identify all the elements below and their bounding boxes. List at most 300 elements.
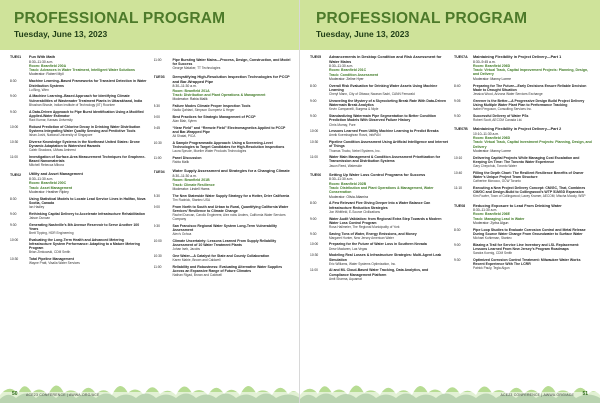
presentation-time: 10:30 <box>10 257 19 262</box>
session-code: TUE07B <box>454 127 468 132</box>
presentation-time: 8:40 <box>454 83 461 88</box>
presentation-author: Wayne Pratt, Visalia Water Services <box>29 261 80 266</box>
presentation-title: A Data-Driven Approach to Pipe Burst Identification Using a Modified Applied-Water Estimator <box>29 109 144 118</box>
presentation-author: Isabel Ferguson, Consulting Services Inc. <box>473 107 532 112</box>
presentation-info <box>29 79 148 92</box>
presentation-item <box>310 242 448 250</box>
presentation-author: Mitchell Rebecca Mibora <box>29 163 64 168</box>
session-track: Track: Condition Assessment <box>329 72 379 77</box>
session-code: TUE04 <box>153 169 165 174</box>
presentation-info <box>473 114 592 122</box>
session-time: 8:30–11:30 a.m. <box>473 208 498 213</box>
presentation-info <box>173 126 292 139</box>
presentation-author: Kim Fowler, Town of Collingwood; Lacey Kramer, AECOM; Mischa Moody, WSP <box>473 194 586 199</box>
presentation-title: Using Statistical Models to Locate Lead Service Lines in Halifax, Nova Scotia, Canada <box>29 196 146 205</box>
presentation-info <box>329 268 448 281</box>
presentation-title: Rethinking Capital Delivery to Accelerate Infrastructure Rehabilitation <box>29 211 145 216</box>
presentation-info <box>29 238 148 255</box>
session-time: 8:30–11:30 a.m. <box>29 176 54 181</box>
presentation-item <box>454 114 592 122</box>
presentation-info <box>473 186 592 199</box>
presentation-author: Jason Reed, Waterside <box>329 163 363 168</box>
presentation-time: 11:00 <box>310 155 319 160</box>
session-block <box>310 55 448 168</box>
session-header <box>154 169 292 191</box>
presentation-author: Margaret Hunter, New Jersey American Water <box>329 235 394 240</box>
presentation-item <box>10 140 148 153</box>
presentation-item <box>10 155 148 168</box>
presentation-info <box>329 129 448 137</box>
session-moderator: Moderator: Olivia Altamira <box>329 194 369 199</box>
session-track: Track: Virtual Track, Capital Improvement Projects: Planning, Design, and Delivery <box>473 68 589 77</box>
schedule-column <box>310 55 448 373</box>
presentation-title: Preparing for The Future—Early Decisions Ensure Reliable Decision Made to Drought Situation <box>473 83 587 92</box>
presentation-info <box>173 141 292 154</box>
session-title: Demystifying High-Resolution Inspection Technologies for PCCP and Bar-Wrapped Pipe <box>172 75 290 84</box>
presentation-item <box>454 228 592 241</box>
presentation-item <box>310 129 448 137</box>
session-room: Room: Beanfield 206D <box>473 63 511 68</box>
presentation-time: 8:30 <box>10 196 17 201</box>
presentation-title: Failure Modes Climate Proper Inspection Tools <box>172 104 251 109</box>
presentation-info <box>473 228 592 241</box>
presentation-title: Overall Risk Evaluation for Drinking Water Assets Using Machine Learning <box>329 83 438 93</box>
session-time: 8:30–11:30 a.m. <box>29 59 54 64</box>
presentation-time: 9:45 <box>153 125 160 130</box>
presentation-title: A Sample Programmatic Approach: Using a Screening-Level Technologies to Target Candidates for High-Resolution Inspections <box>172 140 285 150</box>
presentation-author: Ishan Joshi, National University of Singapore <box>29 133 93 138</box>
presentation-time: 10:10 <box>454 155 463 160</box>
session-time: 8:30–11:30 a.m. <box>172 84 197 89</box>
presentation-item <box>454 258 592 271</box>
presentation-info <box>329 201 448 214</box>
presentation-author: Brett Tipping, HDR Engineering <box>29 231 74 236</box>
session-time: 8:30–11:30 a.m. <box>329 177 354 182</box>
presentation-title: Investigation of Surface-Area Measurement Techniques for Graphene-Based Nanomaterials <box>29 154 146 164</box>
session-time: 8:30–11:30 a.m. <box>172 173 197 178</box>
presentation-time: 11:00 <box>153 156 162 161</box>
presentation-author: Jessica Wood, Arizona Water Services Exchange <box>473 92 543 97</box>
presentation-author: Catherine Morocco, OCW Toronto <box>473 179 521 184</box>
presentation-info <box>173 205 292 222</box>
presentation-author: Drew Maclaren, Las Vegas <box>329 246 368 251</box>
session-code: TUE01 <box>10 55 22 60</box>
presentation-info <box>329 242 448 250</box>
presentation-item <box>310 155 448 168</box>
presentation-author: Rosa Hallmeier, The Regional Municipality of York <box>329 224 400 229</box>
presentation-title: From North to South and Urban to Rural, Quantifying California Water Services’ Resilience to Climate Change <box>172 204 289 213</box>
presentation-time: 9:30 <box>10 222 17 227</box>
presentation-author: Karen Mabie, Brown and Caldwell <box>172 258 221 263</box>
presentation-info <box>29 110 148 123</box>
presentation-item <box>310 140 448 153</box>
session-header <box>310 55 448 81</box>
page-footer <box>0 373 300 403</box>
presentation-time: 10:30 <box>310 253 319 258</box>
session-code: TUE05 <box>310 55 322 60</box>
presentation-author: Robert Scott, AECOM Canada Ltd. <box>473 118 523 123</box>
presentation-title: Total Pipeline Management <box>29 257 74 262</box>
presentation-author: Jaison Duncan <box>29 216 51 221</box>
schedule-column <box>154 55 292 373</box>
session-header <box>310 173 448 199</box>
presentation-time: 9:00 <box>10 94 17 99</box>
presentation-time: 10:00 <box>10 124 19 129</box>
presentation-item <box>310 268 448 281</box>
presentation-time: 9:30 <box>310 114 317 119</box>
presentation-time: 10:30 <box>310 140 319 145</box>
session-moderator: Moderator: Zyrba Algun <box>473 221 509 225</box>
presentation-item <box>10 212 148 220</box>
session-header <box>10 172 148 194</box>
session-code: TUE02 <box>10 172 22 177</box>
presentation-item <box>154 224 292 237</box>
presentation-item <box>310 114 448 127</box>
presentation-time: 11:00 <box>10 154 19 159</box>
presentation-info <box>173 239 292 252</box>
presentation-time: 9:30 <box>310 231 317 236</box>
presentation-info <box>473 99 592 112</box>
page-footer <box>300 373 600 403</box>
presentation-title: Lessons Learned From Utility Machine Learning to Predict Breaks <box>329 129 439 134</box>
presentation-info <box>173 254 292 262</box>
page-number: 50 <box>12 391 18 397</box>
presentation-time: 9:00 <box>153 204 160 209</box>
session-moderator: Moderator: Manny Lorme <box>473 76 512 81</box>
session-title: Reducing Exposure to Lead From Drinking Water <box>473 203 562 208</box>
presentation-time: 10:30 <box>10 139 19 144</box>
presentation-time: 10:00 <box>310 129 319 134</box>
page-date: Tuesday, June 13, 2023 <box>14 29 108 39</box>
presentation-time: 9:00 <box>10 211 17 216</box>
presentation-info <box>173 104 292 112</box>
presentation-time: 8:30 <box>153 193 160 198</box>
presentation-info <box>473 243 592 256</box>
presentation-time: 10:30 <box>153 140 162 145</box>
presentation-title: Reliability and Robustness: Evaluating Alternative Water Supplies Across an Expansive Range of Future Climates <box>172 264 283 274</box>
session-code: TUE08 <box>454 203 466 208</box>
presentation-author: Eric Williams, Water Systems Optimization, Inc. <box>329 261 397 266</box>
presentation-title: The New Statewide Water Supply Strategy for a Hotter, Drier California <box>172 193 290 198</box>
presentation-item <box>454 84 592 97</box>
presentation-info <box>473 84 592 97</box>
schedule-column <box>454 55 592 373</box>
presentation-item <box>310 99 448 112</box>
presentation-title: “Near Field” and “Remote Field” Electromagnetics Applied to PCCP and Bar-Wrapped Pipe <box>172 125 286 135</box>
presentation-title: Evaluating the Long-Term Health and Advanced Metering Infrastructure System Performance: Adapting to a Mature Metering Program <box>29 237 140 251</box>
session-time: 10:10–11:30 a.m. <box>473 131 500 136</box>
session-track: Track: Asset Management <box>29 185 73 190</box>
presentation-author: Kevin Campanelli, Burgess & Niple <box>329 107 379 112</box>
session-time: 8:30–11:30 a.m. <box>329 64 354 69</box>
page-header <box>300 0 600 50</box>
session-block <box>454 127 592 198</box>
presentation-info <box>329 253 448 266</box>
presentation-time: 10:30 <box>153 253 162 258</box>
session-title: Maintaining Flexibility in Project Delivery—Part 1 <box>473 55 562 59</box>
session-track: Track: Distribution and Plant Operations & Management, Water Conservation <box>329 185 434 195</box>
presentation-title: Preparing for the Future of Water Loss in Southern Nevada <box>329 242 427 247</box>
presentation-item <box>154 205 292 222</box>
page-header <box>0 0 300 50</box>
presentation-title: Optimized Corrosion Control Treatment: Milwaukee Water Works Recent Experience With The LCRR <box>473 258 581 267</box>
presentation-time: 10:00 <box>310 242 319 247</box>
presentation-author: Michael Kuhleman, Stantec <box>473 236 512 241</box>
presentation-time: 10:00 <box>10 237 19 242</box>
presentation-title: One Water—A Catalyst for State and County Collaboration <box>172 253 270 258</box>
presentation-time: 9:05 <box>454 98 461 103</box>
session-moderator: Moderator: Lindell Hams <box>172 186 210 191</box>
presentation-item <box>154 265 292 278</box>
presentation-author: Alex’s Ochoa <box>172 232 192 237</box>
session-header <box>454 55 592 81</box>
presentation-info <box>29 140 148 153</box>
session-header <box>154 75 292 101</box>
session-block <box>310 173 448 281</box>
schedule-columns <box>310 55 592 373</box>
presentation-title: Generating Nashville’s 8th Avenue Reservoir to Serve Another 100 Years <box>29 222 140 231</box>
presentation-item <box>310 253 448 266</box>
session-title: Water Supply Assessment and Strategies for a Changing Climate <box>172 169 290 174</box>
presentation-info <box>29 212 148 220</box>
presentation-info <box>29 257 148 265</box>
session-code: TUE07A <box>454 55 468 60</box>
presentation-title: A Machine Learning–Based Approach for Identifying Climate Vulnerabilities of Wastewater Treatment Plants in Uttarakhand, India <box>29 94 143 103</box>
presentation-item <box>154 141 292 154</box>
presentation-item <box>154 58 292 71</box>
presentation-author: Ravi Kumar, Kansas University <box>29 117 73 122</box>
presentation-item <box>454 156 592 169</box>
presentation-time: 10:00 <box>153 238 162 243</box>
presentation-item <box>454 243 592 256</box>
presentation-info <box>329 99 448 112</box>
session-code: TUE03 <box>153 75 165 80</box>
presentation-author: Cheryl Mann, City of Ottawa; Nwaran Sadri, CANN Fernwald <box>329 92 415 97</box>
session-block <box>154 58 292 71</box>
presentation-time: 9:00 <box>310 216 317 221</box>
session-header <box>454 204 592 226</box>
presentation-time: 9:30 <box>153 223 160 228</box>
presentation-title: Water Main Management & Condition Assessment Prioritization for Transmission and Distribution Systems <box>329 155 441 164</box>
session-info <box>29 172 148 194</box>
session-track: Track: Managing Lead in Water <box>473 216 525 221</box>
presentation-title: Saving Tons of Water, Energy Emissions, and Money <box>329 231 417 236</box>
session-moderator: Moderator: Zeline Hyer <box>329 77 364 82</box>
session-moderator: Moderator: Rabia Malik <box>172 97 208 102</box>
presentation-item <box>154 254 292 262</box>
presentation-author: Rabia Malik <box>172 160 190 165</box>
presentation-time: 8:30 <box>310 83 317 88</box>
presentation-title: Executing a New Project Delivery Concept: CM/GC, That, Combines CM/GC and Design-Build to Collingwood’s WTP 51MGD Expansion <box>473 186 586 195</box>
session-info <box>173 169 292 191</box>
presentation-author: Gary Chepchuk, Toronto Water <box>473 164 517 169</box>
presentation-author: Chris Murray, Pure <box>329 122 356 127</box>
session-info <box>473 55 592 81</box>
presentation-info <box>473 156 592 169</box>
presentation-time: 8:30 <box>310 201 317 206</box>
presentation-info <box>329 217 448 230</box>
presentation-item <box>10 125 148 138</box>
session-block <box>454 55 592 122</box>
presentation-item <box>10 110 148 123</box>
presentation-time: 9:30 <box>10 109 17 114</box>
session-title: Advancements in Desktop Condition and Risk Assessment for Water Mains <box>329 55 442 64</box>
presentation-title: Climate Uncertainty: Lessons Learned From Supply Reliability Assessment of 10 Water Treatment Plants <box>172 238 277 248</box>
presentation-info <box>29 223 148 236</box>
presentation-item <box>454 171 592 184</box>
session-block <box>454 204 592 271</box>
session-info <box>473 127 592 153</box>
presentation-author: Nadia Qahtani, Simpson Gumpertz & Heger <box>172 108 235 113</box>
grass-banner-icon <box>300 373 600 403</box>
presentation-info <box>29 197 148 210</box>
presentation-item <box>454 99 592 112</box>
presentation-time: 11:00 <box>153 57 162 62</box>
presentation-title: Unraveling the Mystery of a Skyrocketing Break Rate With Data-Driven Watermain Break Analytics <box>329 99 447 108</box>
session-info <box>29 55 148 77</box>
session-room: Room: Beanfield 201B <box>172 178 210 183</box>
session-room: Room: Beanfield 202B <box>329 181 367 186</box>
presentation-info <box>29 155 148 168</box>
session-moderator: Moderator: Manny Lorme <box>473 148 512 153</box>
presentation-author: Johan Iseb, Jacobs <box>172 247 200 252</box>
presentation-title: Robust Prediction of Chlorine Decay in Drinking Water Distribution Systems Integrating Water Quality Sensing and Predictive Tools <box>29 124 141 133</box>
session-room: Room: Beanfield 200C <box>29 181 67 186</box>
presentation-title: Machine Learning–Based Frameworks for Transient Detection in Water Distribution Systems <box>29 79 147 88</box>
session-time: 8:30–9:45 a.m. <box>473 59 496 64</box>
presentation-info <box>173 156 292 164</box>
presentation-author: Brian Zimkowski, CDM Smith <box>29 250 71 255</box>
presentation-item <box>154 104 292 112</box>
presentation-time: 9:00 <box>454 242 461 247</box>
presentation-title: Filling the Depth Chart: The Resilient Resilience Benefits of Owner Water’s Unique Project Team Structure <box>473 170 584 180</box>
session-info <box>329 55 448 81</box>
session-track: Track: Advances in Water Treatment, Intelligent Water Solutions <box>29 68 135 73</box>
presentation-author: Ali Shatat, PICA <box>172 134 196 139</box>
presentation-info <box>473 171 592 184</box>
session-info <box>329 173 448 199</box>
presentation-info <box>173 265 292 278</box>
presentation-info <box>329 114 448 127</box>
presentation-author: Laura Sprude, Mueller Water Products Technologies <box>172 149 247 154</box>
presentation-author: Caleb Shadows, UMass Amherst <box>29 148 76 153</box>
presentation-info <box>29 94 148 107</box>
presentation-author: Bhushan Bhosle, Indian Institute of Technology (IIT) Roorkee <box>29 102 115 107</box>
presentation-author: Lu Bing, Wien <box>29 87 49 92</box>
session-block <box>10 55 148 167</box>
session-title: Fun With Math <box>29 55 56 59</box>
page-title: PROFESSIONAL PROGRAM <box>14 10 226 27</box>
presentation-title: Successful Delivery of Water PSs <box>473 113 529 118</box>
presentation-info <box>173 194 292 202</box>
presentation-author: Tim Rudnick, Stantec USA <box>172 197 211 202</box>
presentation-title: Blazing a Trail for Service Line Inventory and LSL Replacement: Lessons Learned From New Jersey’s Program Roadmaps <box>473 242 580 252</box>
presentation-time: 11:10 <box>454 186 463 191</box>
session-header <box>454 127 592 153</box>
footer-text: ACE23 CONFERENCE | AWWA.ORG/ACE <box>26 392 100 397</box>
presentation-item <box>310 84 448 97</box>
presentation-info <box>473 258 592 271</box>
presentation-item <box>10 238 148 255</box>
presentation-time: 8:30 <box>454 227 461 232</box>
presentation-info <box>29 125 148 138</box>
session-room: Room: Beanfield 201C <box>329 68 367 73</box>
presentation-info <box>173 58 292 71</box>
schedule-column <box>10 55 148 373</box>
presentation-item <box>454 186 592 199</box>
session-header <box>10 55 148 77</box>
presentation-author: Alan Blair, Xylem <box>172 119 197 124</box>
presentation-time: 8:30 <box>153 104 160 109</box>
footer-text: ACE23 CONFERENCE | AWWA.ORG/ACE <box>500 392 574 397</box>
presentation-title: San Francisco Regional Water System Long-Term Vulnerability Assessment <box>172 223 278 232</box>
presentation-info <box>173 224 292 237</box>
presentation-title: Modeling Real Losses & Infrastructure Strategies: Multi-Agent Leak Simulation <box>329 253 442 262</box>
session-title: Setting Up Water Loss Control Programs for Success <box>329 172 426 177</box>
session-block <box>154 169 292 277</box>
session-moderator: Moderator: Robert Myll <box>29 72 64 77</box>
presentation-info <box>329 140 448 153</box>
presentation-title: Pipe Loop Studies to Evaluate Corrosion Control and Metal Release During Source Water Change From Groundwater to Surface Water <box>473 227 586 237</box>
presentation-title: Delivering Capital Projects While Managing Cost Escalation and Keeping On Time: The Toronto Water Experience <box>473 155 580 165</box>
presentation-title: Water Audit Validation: from Regional Extra Step Towards a Modern Water Loss Control Program <box>329 216 442 225</box>
presentation-author: Ian Hadley <box>29 205 45 210</box>
presentation-title: Diverse Knowledge Systems in the Northeast United States: Drone Dynamic Adaptation to Watershed Hazards <box>29 139 140 148</box>
presentation-time: 9:00 <box>310 99 317 104</box>
presentation-item <box>310 201 448 214</box>
page-title: PROFESSIONAL PROGRAM <box>316 10 528 27</box>
presentation-item <box>10 79 148 92</box>
presentation-item <box>154 156 292 164</box>
presentation-time: 8:30 <box>10 79 17 84</box>
presentation-title: Best Practices for Strategic Management of PCCP <box>172 114 256 119</box>
session-block <box>154 75 292 164</box>
presentation-author: Nathan Rigad, Brown and Caldwell <box>172 273 222 278</box>
presentation-author: Amit Sharma, Aquamat <box>329 276 362 281</box>
session-code: TUE06 <box>310 173 322 178</box>
presentation-info <box>329 84 448 97</box>
presentation-time: 9:30 <box>454 258 461 263</box>
presentation-time: 11:00 <box>153 264 162 269</box>
presentation-info <box>173 115 292 123</box>
presentation-title: Panel Discussion <box>172 156 202 161</box>
session-info <box>473 204 592 226</box>
presentation-time: 10:40 <box>454 170 463 175</box>
presentation-item <box>154 126 292 139</box>
session-moderator: Moderator: Heather Ripley <box>29 189 69 194</box>
presentation-item <box>10 223 148 236</box>
presentation-title: A Few Relevant Five Giving Deeper Into a Water Balance Can Infrastructure Reduction Strategies <box>329 201 431 210</box>
presentation-info <box>329 155 448 168</box>
presentation-item <box>154 239 292 252</box>
presentation-item <box>10 94 148 107</box>
presentation-time: 9:30 <box>454 113 461 118</box>
presentation-author: Rachel Duncan, Carollo Engineers; Alex nobu Anders, California Water Services Company <box>172 213 286 222</box>
presentation-info <box>329 232 448 240</box>
presentation-title: AI and ML Cloud-Based Water Tracking, Data Analytics, and Compliance Management Platform <box>329 268 429 277</box>
page-right <box>300 0 600 403</box>
presentation-author: George Mataker, TT Technologies <box>172 66 221 70</box>
presentation-author: Sandra Koenig, CDM Smith <box>473 251 513 256</box>
schedule-columns <box>10 55 291 373</box>
presentation-author: Amrik Koemhaghran Rosni, InfoPAN <box>329 133 381 138</box>
session-title: Utility and Asset Management <box>29 172 83 177</box>
presentation-title: Pipe Bursting Water Mains—Process, Design, Construction, and Model for Success <box>172 57 291 66</box>
page-date: Tuesday, June 13, 2023 <box>316 29 410 39</box>
session-title: Maintaining Flexibility in Project Delivery—Part 2 <box>473 127 562 132</box>
session-block <box>10 172 148 265</box>
session-room: Room: Beanfield 200A <box>29 63 67 68</box>
